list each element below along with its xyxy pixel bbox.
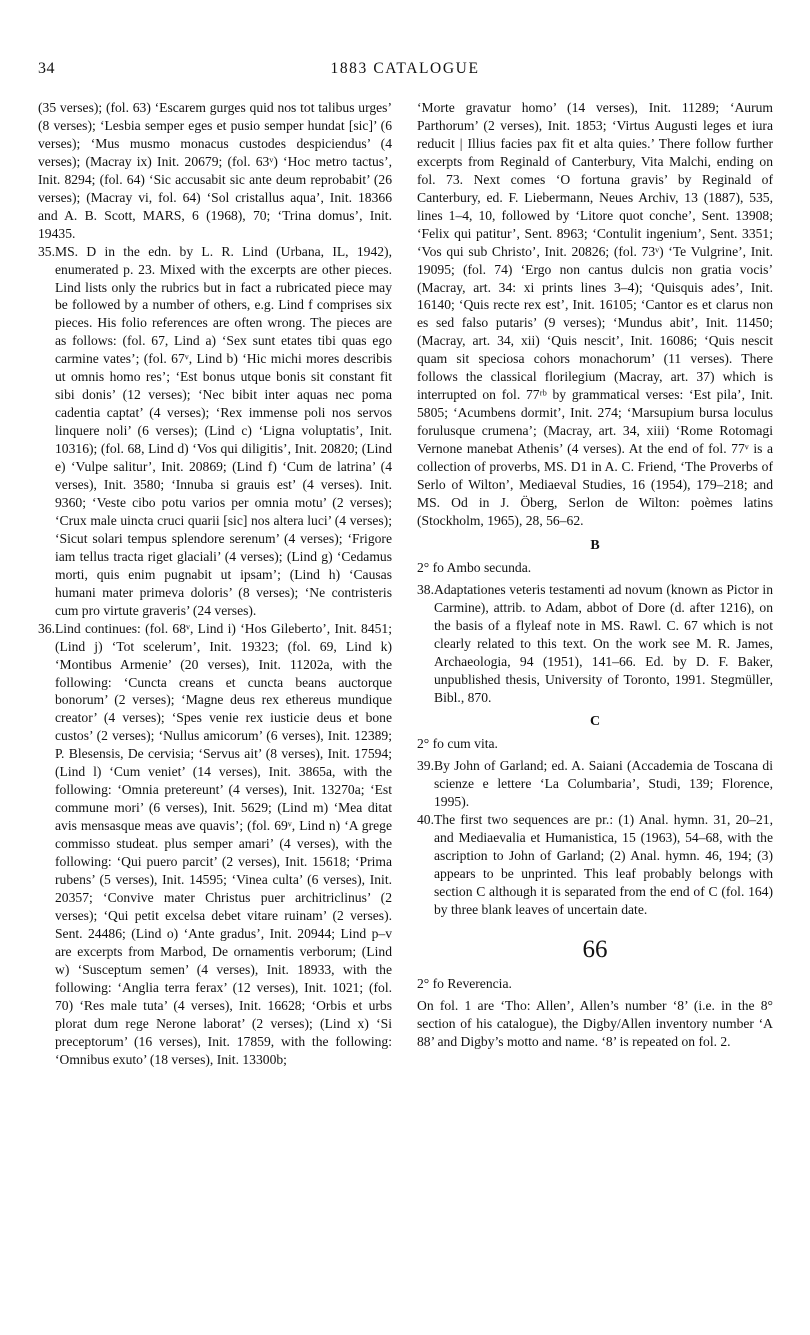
secundo-folio-66: 2° fo Reverencia. bbox=[417, 975, 512, 991]
entry-text: The first two sequences are pr.: (1) Anal. hymn. 31, 20–21, and Mediaevalia et Humanistica, 15 (1963), 54–68, with the ascription to John of Garland; (2) Anal. hymn. 46, 194; (3) appears to be unprinted. This leaf probably belongs with section C although it is separated from the end of C (fol. 164) by three blank leaves of uncertain date. bbox=[434, 812, 773, 917]
secundo-folio-b: 2° fo Ambo secunda. bbox=[417, 559, 532, 575]
entry-35 bbox=[38, 243, 392, 620]
entry-number: 35. bbox=[38, 243, 55, 259]
running-head: 1883 CATALOGUE bbox=[330, 60, 480, 77]
page-header bbox=[38, 60, 772, 82]
section-heading-c: C bbox=[589, 714, 601, 730]
entry-number: 36. bbox=[38, 620, 55, 636]
secundo-folio-c: 2° fo cum vita. bbox=[417, 736, 498, 752]
entry-38 bbox=[417, 581, 773, 707]
entry-text: Adaptationes veteris testamenti ad novum (known as Pictor in Carmine), attrib. to Adam, abbot of Dore (d. after 1216), on the basis of a flyleaf note in MS. Rawl. C. 67 which is not clearly related to this text. On the work see M. R. James, Archaeologia, 94 (1951), 141–66. Ed. by D. F. Baker, unpublished thesis, University of Toronto, 1991. Stegmüller, Bibl., 870. bbox=[434, 581, 773, 705]
entry-text: Lind continues: (fol. 68ᵛ, Lind i) ‘Hos Gileberto’, Init. 8451; (Lind j) ‘Tot scelerum’, Init. 19323; (fol. 69, Lind k) ‘Montibus Armenie’ (20 verses), Init. 11202a, with the following: ‘Cuncta creans et cuncta beans auctorque bonorum’ (2 verses); ‘Magne deus rex ethereus mundique creator’ (4 verses); ‘Spes venie rex iusticie deus et bone custos’ (2 verses); ‘Nullus amicorum’ (6 verses), Init. 12389; P. Blesensis, De cervisia; ‘Servus ait’ (8 verses), Init. 17594; (Lind l) ‘Cum veniet’ (14 verses), Init. 3865a, with the following: ‘Omnia pretereunt’ (4 verses), Init. 13270a; ‘Est commune mori’ (6 verses), Init. 5629; (Lind m) ‘Mea ditat avis mensasque meas ave quavis’; (fol. 69ᵛ, Lind n) ‘A grege commisso studeat. plus semper amari’ (4 verses), with the following: ‘Qui puero parcit’ (2 verses), Init. 15618; ‘Prima rubens’ (5 verses), Init. 14595; ‘Vinea culta’ (6 verses), Init. 20357; ‘Convive mater Christus puer architriclinus’ (2 verses); ‘Qui petit excelsa debet vitare ruinam’ (2 verses). Sent. 24486; (Lind o) ‘Ante gradus’, Init. 20944; Lind p–v are excerpts from Marbod, De ornamentis verborum; (Lind w) ‘Susceptum semen’ (4 verses), Init. 18933, with the following: ‘Anglia terra ferax’ (12 verses), Init. 1021; (fol. 70) ‘Res male tuta’ (4 verses), Init. 16628; ‘Orbis et urbs plorat dum rege Nerone laborat’ (2 verses); (Lind x) ‘Si preceptorum’ (16 verses), Init. 17859, with the following: ‘Omnibus exuto’ (18 verses), Init. 13300b; bbox=[55, 620, 392, 1067]
entry-text: MS. D in the edn. by L. R. Lind (Urbana, IL, 1942), enumerated p. 23. Mixed with the excerpts are other pieces. Lind lists only the rubrics but in fact a rubricated piece may be followed by a number of others, e.g. Lind f comprises six pieces. His folio references are often wrong. The pieces are as follows: (fol. 67, Lind a) ‘Sex sunt etates tibi quas ego carmine vates’; (fol. 67ᵛ, Lind b) ‘Hic michi mores describis ut omnis homo res’; ‘Est bonus utque bonis sit constant fit sibi donis’ (12 verses); ‘Nec bibit inter aquas nec poma cadentia captat’ (4 verses); ‘Rex immense poli nos servos linquere noli’ (6 verses); (Lind c) ‘Ligna voluptatis’, Init. 10316); (fol. 68, Lind d) ‘Vos qui diligitis’, Init. 20820; (Lind e) ‘Vulpe salitur’, Init. 20869; (Lind f) ‘Cum de latrina’ (4 verses), Init. 3580; ‘Innuba si grauis est’ (4 verses). Init. 9360; ‘Veste cibo potu varios per omnia motu’ (2 verses); ‘Crux male uincta cruci quarii [sic] nos altera luci’ (4 verses); ‘Sicut solari tempus splendore serenum’ (4 verses); ‘Frigore iam tellus tracta riget glaciali’ (4 verses); (Lind g) ‘Cedamus morti, quis enim pugnabit ut ipsam’; (Lind h) ‘Causas humani mater primeva doloris’ (8 verses); ‘Ne contristeris cum pro virtute graveris’ (24 verses). bbox=[55, 243, 392, 618]
entry-text: By John of Garland; ed. A. Saiani (Accademia de Toscana di scienze e lettere ‘La Columbaria’, Studi, 139; Florence, 1995). bbox=[434, 758, 773, 810]
page-number: 34 bbox=[38, 60, 55, 77]
continued-entry-paragraph: (35 verses); (fol. 63) ‘Escarem gurges quid nos tot talibus urges’ (8 verses); ‘Lesbia semper eges et pusio semper hundat [sic]’ (6 verses); ‘Mus musmo monacus custodes despiciendus’ (4 verses); (Macray ix) Init. 20679; (fol. 63ᵛ) ‘Hoc metro tactus’, Init. 8294; (fol. 64) ‘Sic accusabit sic ante deum reprobabit’ (26 verses); (Macray vi, fol. 64) ‘Sol cristallus aqua’, Init. 18366 and A. B. Scott, MARS, 6 (1968), 70; ‘Trina domus’, Init. 19435. bbox=[38, 100, 392, 241]
entry-number: 39. bbox=[417, 758, 434, 774]
left-column bbox=[38, 99, 392, 1068]
right-column bbox=[417, 99, 773, 1051]
entry-number: 40. bbox=[417, 812, 434, 828]
entry-39 bbox=[417, 757, 773, 811]
entry-40 bbox=[417, 811, 773, 919]
continued-entry-paragraph: ‘Morte gravatur homo’ (14 verses), Init. 11289; ‘Aurum Parthorum’ (2 verses), Init. 1853; ‘Virtus Augusti leges et iura reducit | Illius facies pax fit et alta quies.’ There follow further excerpts from Reginald of Canterbury, Vita Malchi, ending on fol. 73. Next comes ‘O fortuna gravis’ by Reginald of Canterbury, ed. F. Liebermann, Neues Archiv, 13 (1887), 535, lines 1–4, 10, followed by ‘Litore quot conche’, Sent. 13908; ‘Felix qui patitur’, Sent. 8963; ‘Contulit ingenium’, Sent. 3351; ‘Vos qui sub Christo’, Init. 20826; (fol. 73ᵛ) ‘Te Vulgrine’, Init. 19095; (fol. 74) ‘Ergo non cantus dulcis non gratia vocis’ (Macray, art. 34: xi prints lines 3–4); ‘Quisquis ades’, Init. 16140; ‘Quis recte rex est’, Init. 16105; ‘Cantor es et clarus non es sed falso putaris’ (9 verses); ‘Mundus abit’, Init. 11450; (Macray, art. 34, xii) ‘Quis nescit’, Init. 16086; ‘Quis nescit quam sit speciosa cohors monachorum’ (11 verses). There follows the classical florilegium (Macray, art. 37) which is interrupted on fol. 77ʳᵇ by grammatical verses: ‘Est pila’, Init. 5805; ‘Acumbens dormit’, Init. 274; ‘Marsupium bursa loculus forulusque crumena’; (Macray, art. 34, xiii) ‘Rome Rotomagi Vernone manebat Athenis’ (4 verses). At the end of fol. 77ᵛ is a collection of proverbs, MS. D1 in A. C. Friend, ‘The Proverbs of Serlo of Wilton’, Mediaeval Studies, 16 (1954), 179–218; and MS. Od in J. Öberg, Serlon de Wilton: poèmes latins (Stockholm, 1965), 28, 56–62. bbox=[417, 100, 773, 528]
entry-number: 38. bbox=[417, 581, 434, 597]
section-heading-b: B bbox=[590, 537, 600, 553]
manuscript-66-description: On fol. 1 are ‘Tho: Allen’, Allen’s number ‘8’ (i.e. in the 8° section of his catalogue), the Digby/Allen inventory number ‘A 88’ and Digby’s motto and name. ‘8’ is repeated on fol. 2. bbox=[417, 997, 773, 1049]
entry-36 bbox=[38, 620, 392, 1069]
manuscript-number-heading: 66 bbox=[582, 935, 608, 963]
